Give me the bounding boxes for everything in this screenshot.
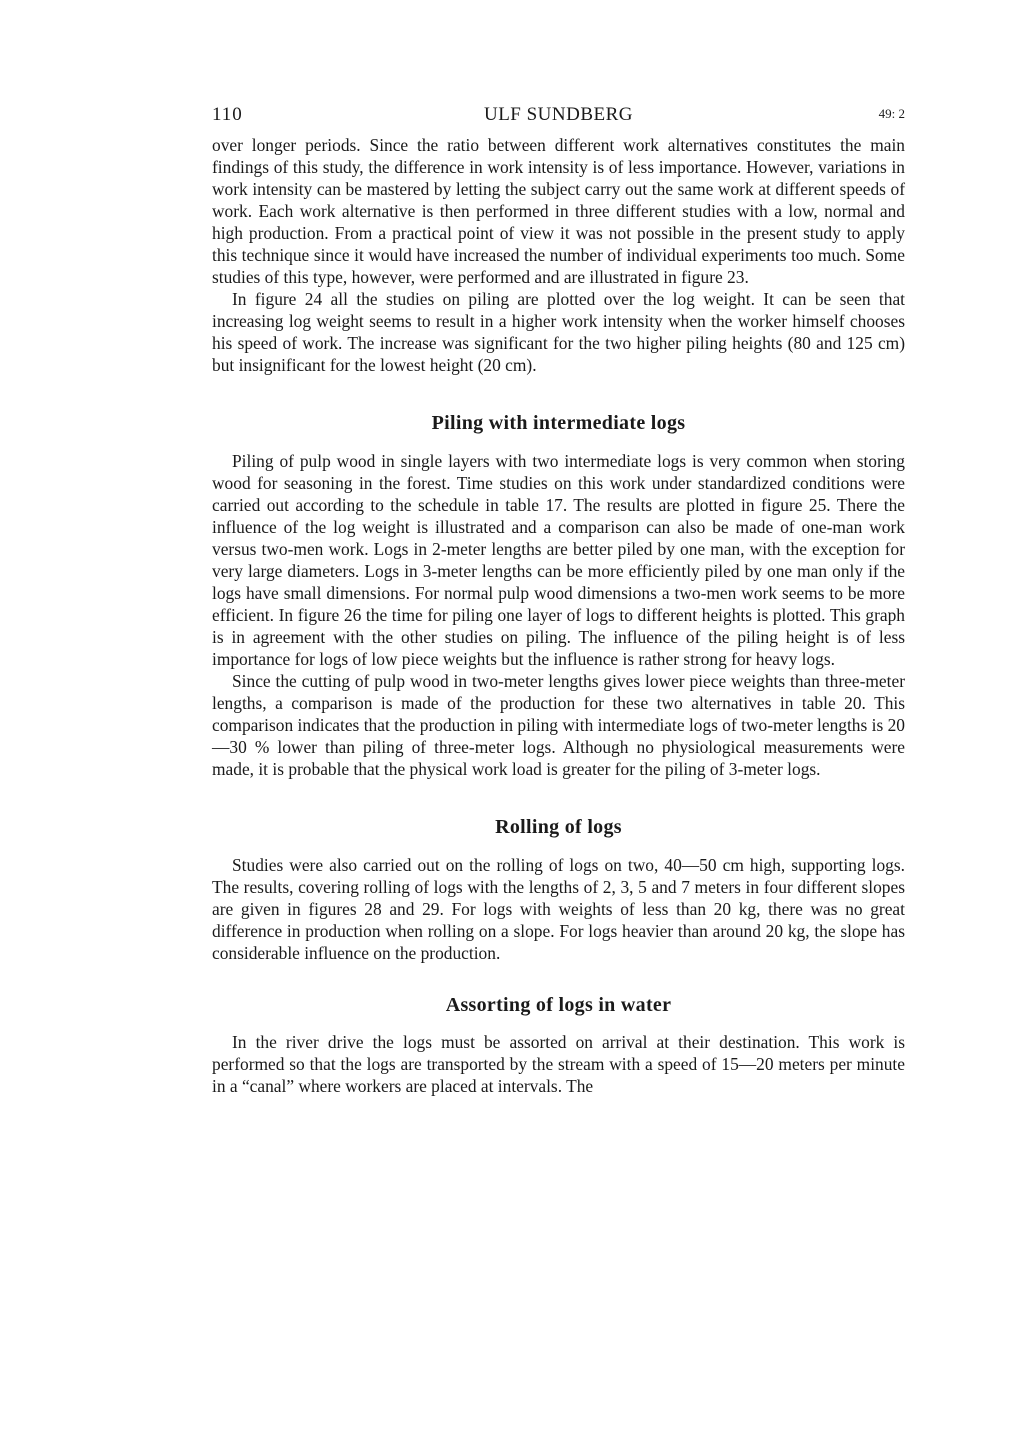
paragraph-piling-comparison: Since the cutting of pulp wood in two-meter lengths gives lower piece weights than three-meter lengths, a comparison is made of the production for these two alternatives in table 20. This comparison indicates that the production in piling with intermediate logs of two-meter lengths is 20—30 % lower than piling of three-meter logs. Although no physiological measurements were made, it is probable that the physical work load is greater for the piling of 3-meter logs.	[212, 671, 905, 779]
paragraph-log-weight: In figure 24 all the studies on piling are plotted over the log weight. It can be seen that increasing log weight seems to result in a higher work intensity when the worker himself chooses his speed of work. The increase was significant for the two higher piling heights (80 and 125 cm) but insignificant for the lowest height (20 cm).	[212, 289, 905, 375]
section-heading-assorting: Assorting of logs in water	[445, 994, 672, 1016]
page	[212, 104, 905, 1097]
paragraph-assorting: In the river drive the logs must be assorted on arrival at their destination. This work is performed so that the logs are transported by the stream with a speed of 15—20 meters per minute in a “canal” where workers are placed at intervals. The	[212, 1032, 905, 1096]
paragraph-rolling: Studies were also carried out on the rolling of logs on two, 40—50 cm high, supporting logs. The results, covering rolling of logs with the lengths of 2, 3, 5 and 7 meters in four different slopes are given in figures 28 and 29. For logs with weights of less than 20 kg, there was no great difference in production when rolling on a slope. For logs heavier than around 20 kg, the slope has considerable influence on the production.	[212, 855, 905, 963]
paragraph-work-intensity: over longer periods. Since the ratio between different work alternatives constitutes the main findings of this study, the difference in work intensity is of less importance. However, variations in work intensity can be mastered by letting the subject carry out the same work at different speeds of work. Each work alternative is then performed in three different studies with a low, normal and high production. From a practical point of view it was not possible in the present study to apply this technique since it would have increased the number of individual experiments too much. Some studies of this type, however, were performed and are illustrated in figure 23.	[212, 135, 905, 287]
running-head-author: ULF SUNDBERG	[483, 104, 634, 125]
volume-number: 49: 2	[878, 106, 905, 121]
section-heading-piling: Piling with intermediate logs	[431, 412, 686, 434]
page-number: 110	[212, 104, 243, 125]
paragraph-piling-studies: Piling of pulp wood in single layers with two intermediate logs is very common when storing wood for seasoning in the forest. Time studies on this work under standardized conditions were carried out according to the schedule in table 17. The results are plotted in figure 25. There the influence of the log weight is illustrated and a comparison can also be made of one-man work versus two-men work. Logs in 2-meter lengths are better piled by one man, with the exception for very large diameters. Logs in 3-meter lengths can be more efficiently piled by one man only if the logs have small dimensions. For normal pulp wood dimensions a two-men work seems to be more efficient. In figure 26 the time for piling one layer of logs to different heights is plotted. This graph is in agreement with the other studies on piling. The influence of the piling height is of less importance for logs of low piece weights but the influence is rather strong for heavy logs.	[212, 451, 905, 669]
section-heading-rolling: Rolling of logs	[495, 816, 622, 838]
running-head	[212, 104, 905, 134]
